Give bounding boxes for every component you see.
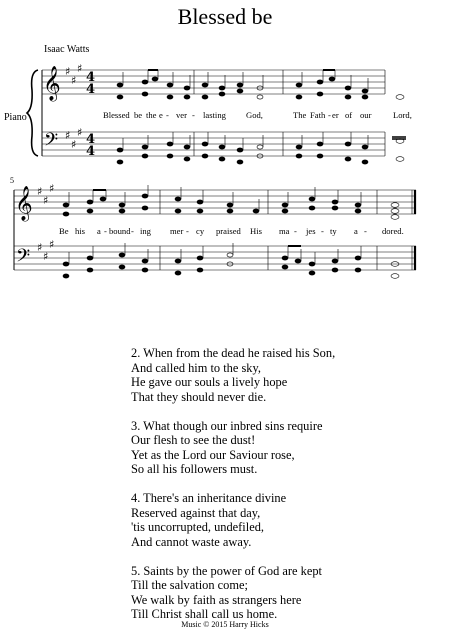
lyric-syllable: e — [159, 110, 163, 120]
lyric-syllable: ma — [279, 226, 290, 236]
lyric-syllable: Blessed — [103, 110, 130, 120]
lyric-syllable: The — [293, 110, 307, 120]
bass-clef-icon: 𝄢 — [44, 130, 59, 155]
lyric-hyphen: - — [104, 226, 107, 236]
verse-3 — [131, 419, 335, 477]
time-signature — [86, 70, 95, 159]
svg-text:♯: ♯ — [49, 182, 55, 195]
verse-line: 2. When from the dead he raised his Son, — [131, 346, 336, 360]
verse-line: And called him to the sky, — [131, 360, 261, 375]
svg-text:♯: ♯ — [71, 138, 77, 151]
lyric-hyphen: - — [131, 226, 134, 236]
song-title: Blessed be — [177, 4, 273, 29]
lyric-syllable: ing — [140, 226, 151, 236]
additional-verses — [131, 346, 335, 636]
notes — [63, 70, 406, 278]
verse-line: That they should never die. — [131, 389, 267, 404]
lyric-syllable: mer — [170, 226, 184, 236]
measure-number: 5 — [10, 176, 14, 185]
verse-line: 5. Saints by the power of God are kept — [131, 563, 322, 578]
lyric-hyphen: - — [294, 226, 297, 236]
svg-text:4: 4 — [86, 144, 96, 159]
lyric-syllable: his — [75, 226, 86, 236]
lyric-syllable: of — [345, 110, 353, 120]
lyric-syllable: Be — [59, 226, 69, 236]
lyric-syllable: ty — [330, 226, 337, 236]
svg-text:4: 4 — [86, 82, 96, 97]
lyric-syllable: His — [250, 226, 262, 236]
lyric-syllable: cy — [196, 226, 205, 236]
svg-text:♯: ♯ — [49, 238, 55, 251]
verse-line: Reserved against that day, — [131, 505, 261, 520]
verse-4 — [131, 491, 335, 549]
lyric-syllable: Fath — [310, 110, 326, 120]
sheet-music-score — [0, 0, 450, 300]
verse-line: And cannot waste away. — [131, 534, 252, 549]
lyric-syllable: a — [97, 226, 101, 236]
lyric-hyphen: - — [321, 226, 324, 236]
lyric-hyphen: - — [192, 110, 195, 120]
svg-text:♯: ♯ — [43, 194, 49, 207]
svg-text:♯: ♯ — [71, 74, 77, 87]
lyric-syllable: Lord, — [393, 110, 412, 120]
svg-text:♯: ♯ — [65, 65, 71, 78]
lyric-hyphen: - — [166, 110, 169, 120]
verse-line: Till the salvation come; — [131, 578, 248, 592]
lyric-syllable: dored. — [382, 226, 404, 236]
lyric-syllable: be — [134, 110, 143, 120]
composer-credit: Isaac Watts — [44, 44, 90, 55]
treble-clef-icon: 𝄞 — [43, 66, 61, 101]
verse-line: We walk by faith as strangers here — [131, 592, 302, 607]
treble-clef-icon: 𝄞 — [15, 186, 33, 221]
lyric-hyphen: - — [364, 226, 367, 236]
notes-bass-2 — [63, 243, 399, 278]
verse-line: 3. What though our inbred sins require — [131, 418, 323, 433]
lyric-hyphen: - — [328, 110, 331, 120]
lyric-syllable: the — [146, 110, 157, 120]
lyric-syllable: God, — [246, 110, 263, 120]
lyric-syllable: bound — [109, 226, 131, 236]
svg-text:♯: ♯ — [77, 62, 83, 75]
lyric-hyphen: - — [186, 226, 189, 236]
lyric-syllable: our — [360, 110, 372, 120]
instrument-label: Piano — [4, 112, 27, 123]
grand-staff-brace — [27, 70, 38, 156]
verse-line: Yet as the Lord our Saviour rose, — [131, 447, 295, 462]
verse-2 — [131, 346, 335, 404]
lyric-syllable: er — [332, 110, 339, 120]
verse-line: Our flesh to see the dust! — [131, 433, 256, 447]
verse-5 — [131, 564, 335, 622]
svg-text:♯: ♯ — [37, 241, 43, 254]
lyric-syllable: ver — [176, 110, 187, 120]
svg-text:♯: ♯ — [43, 250, 49, 263]
verse-line: Till Christ shall call us home. — [131, 607, 278, 621]
lyric-syllable: lasting — [203, 110, 226, 120]
bass-clef-icon: 𝄢 — [16, 246, 31, 271]
lyric-syllable: praised — [216, 226, 241, 236]
verse-line: 'tis uncorrupted, undefiled, — [131, 520, 264, 534]
svg-text:4: 4 — [86, 70, 96, 85]
svg-text:♯: ♯ — [37, 185, 43, 198]
svg-text:♯: ♯ — [77, 126, 83, 139]
verse-line: So all his followers must. — [131, 462, 258, 476]
verse-line: He gave our souls a lively hope — [131, 375, 288, 389]
notes-treble-1 — [117, 70, 404, 99]
notes-bass-1 — [117, 132, 406, 164]
svg-text:4: 4 — [86, 132, 96, 147]
lyric-syllable: a — [354, 226, 358, 236]
verse-line: 4. There's an inheritance divine — [131, 491, 287, 505]
svg-text:♯: ♯ — [65, 129, 71, 142]
lyric-syllable: jes — [306, 226, 316, 236]
copyright-footer: Music © 2015 Harry Hicks — [181, 620, 269, 629]
